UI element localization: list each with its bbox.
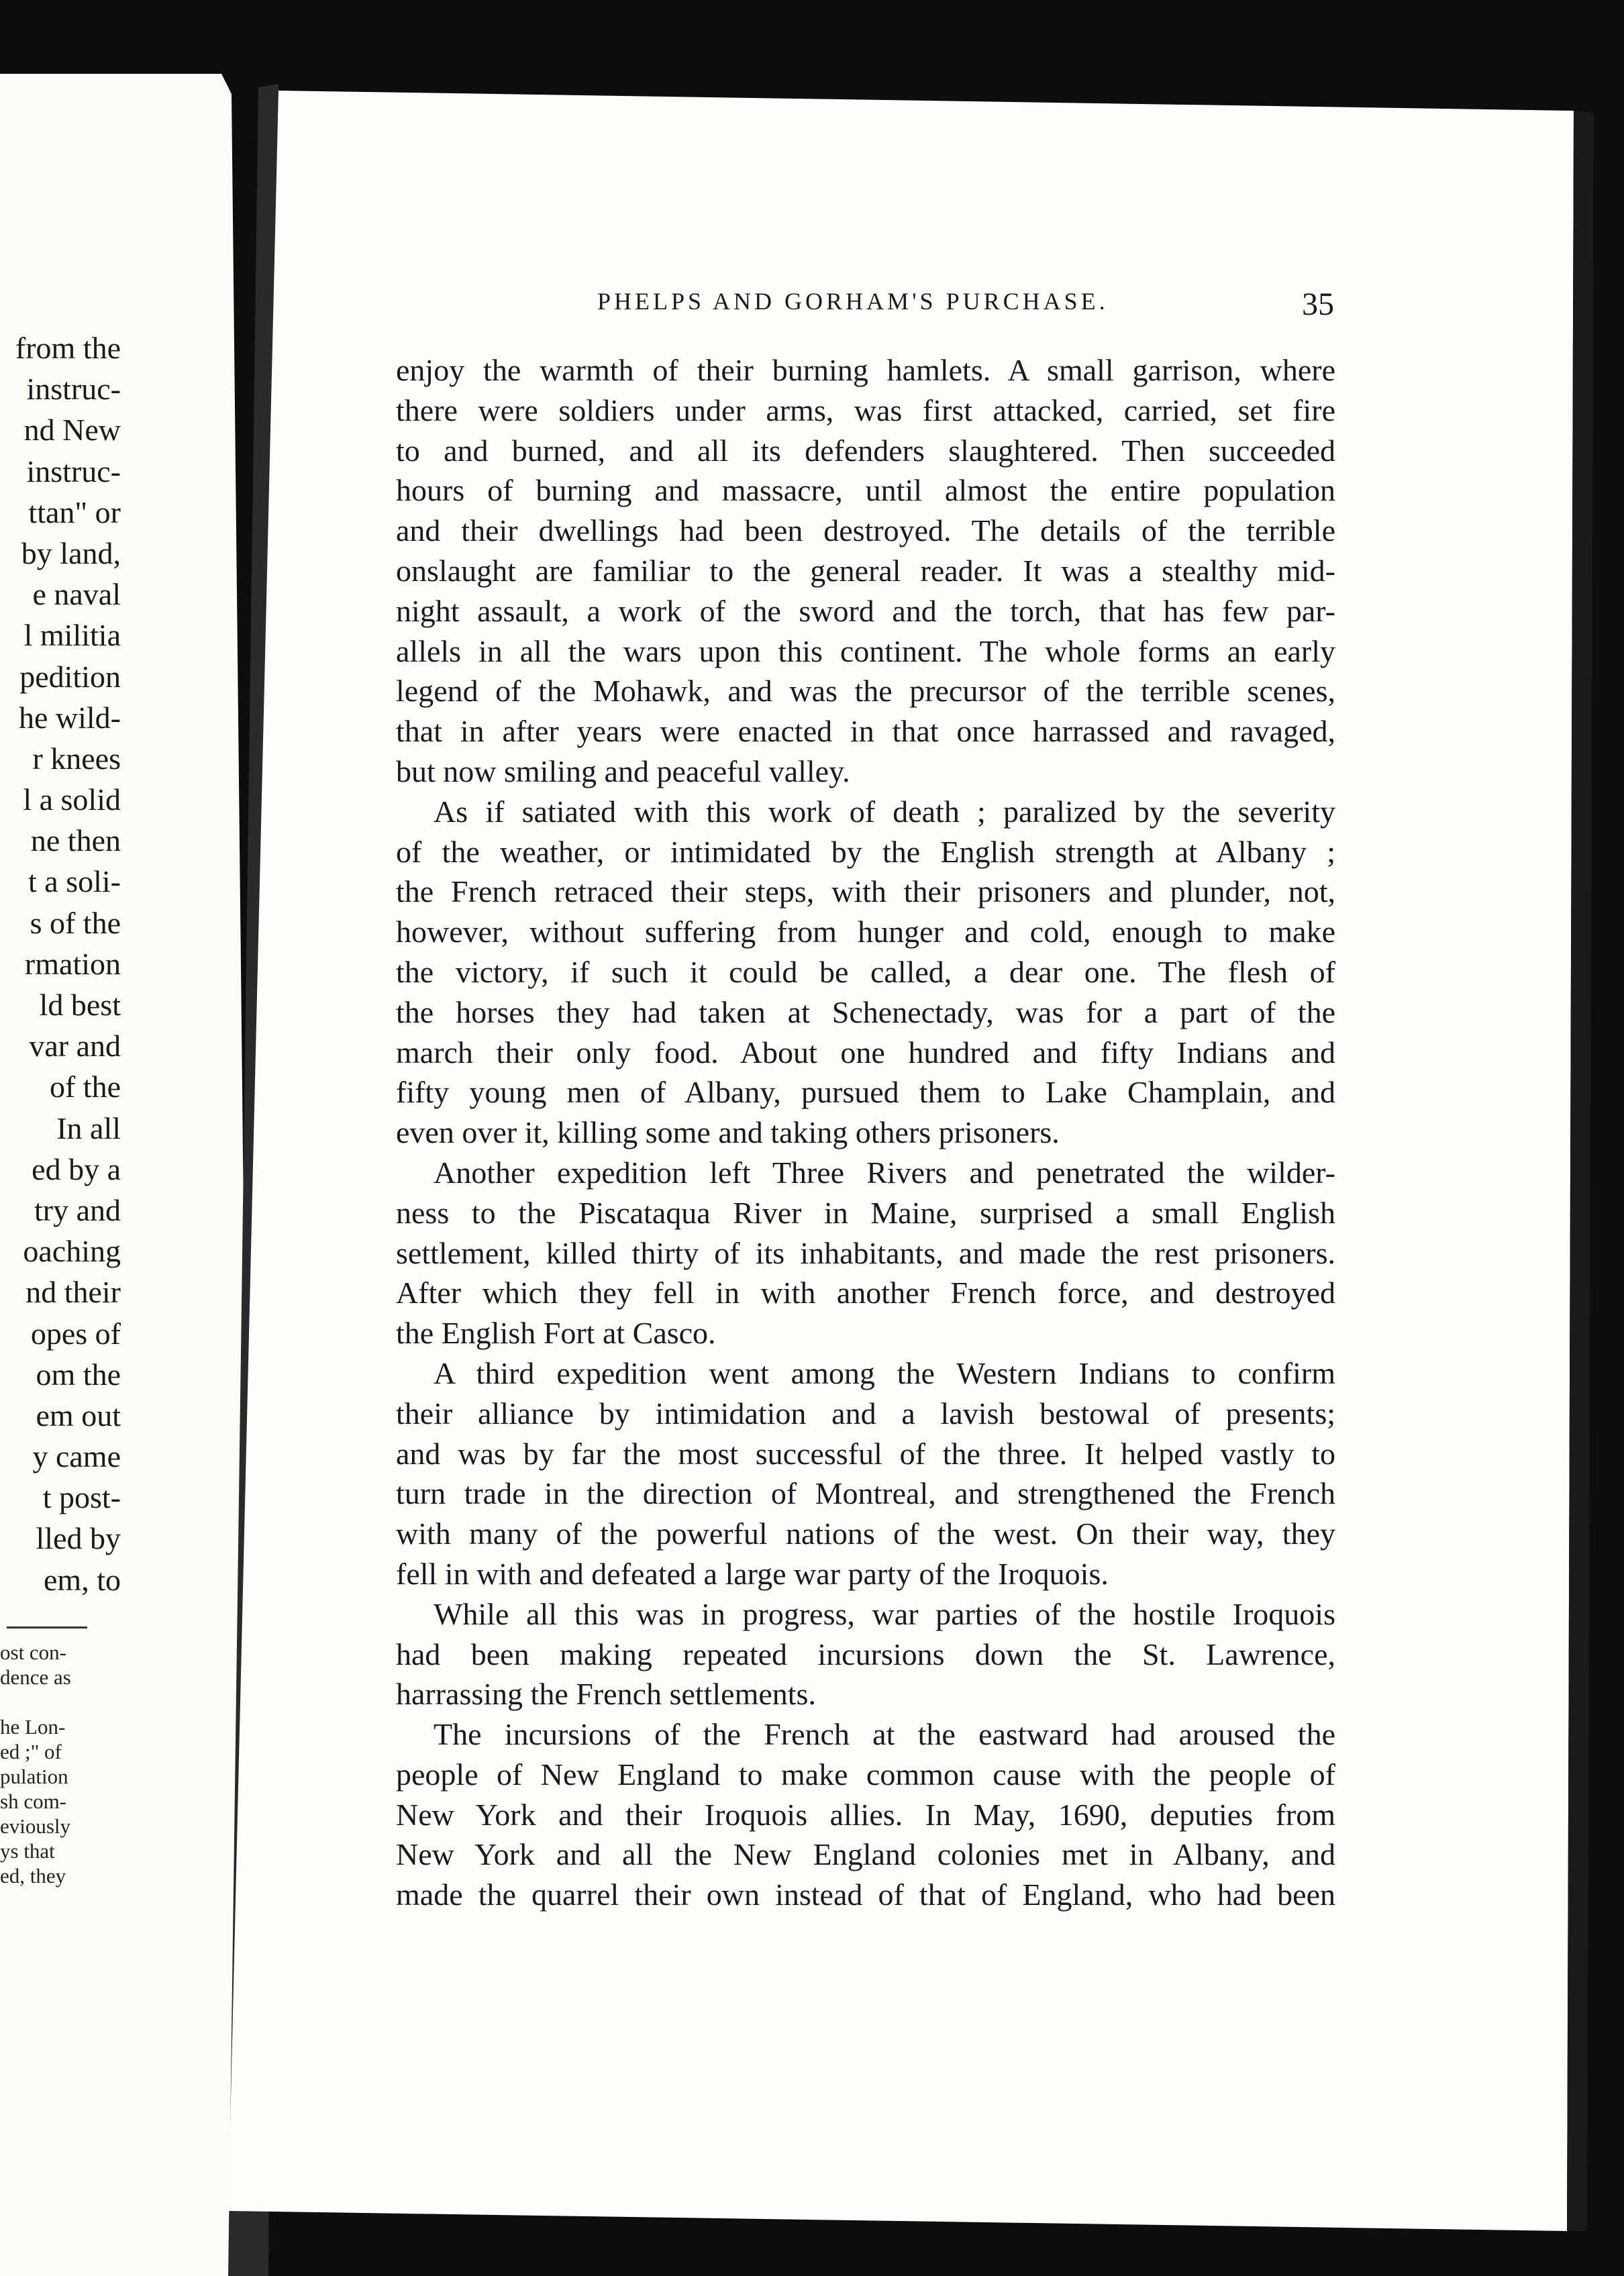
left-page-line: l a solid [23,782,121,817]
left-page-line: rmation [24,946,121,981]
left-page-line: var and [29,1029,121,1064]
body-text-line: New York and their Iroquois allies. In May, 1690, deputies from [396,1797,1335,1832]
body-text-line: fell in with and defeated a large war party of the Iroquois. [396,1556,1109,1591]
left-page-line: instruc- [26,372,121,407]
body-text-line: enjoy the warmth of their burning hamlets. A small garrison, where [396,353,1335,387]
body-text-line: but now smiling and peaceful valley. [396,754,850,788]
body-text-line: even over it, killing some and taking others prisoners. [396,1115,1060,1150]
body-text-line: and their dwellings had been destroyed. The details of the terrible [396,513,1335,548]
body-text-line: their alliance by intimidation and a lavish bestowal of presents; [396,1396,1335,1431]
left-footnote-line: ys that [0,1839,55,1863]
body-text-line: the horses they had taken at Schenectady, was for a part of the [396,994,1335,1029]
left-page-line: nd their [26,1275,121,1310]
left-footnote-line: he Lon- [0,1715,66,1739]
running-head: PHELPS AND GORHAM'S PURCHASE. [597,288,1109,315]
left-page-line: em, to [44,1562,121,1597]
left-page-line: ld best [39,988,121,1022]
body-text-line: turn trade in the direction of Montreal, and strengthened the French [396,1476,1335,1511]
left-page-line: ed by a [32,1151,121,1186]
body-text-line: people of New England to make common cause with the people of [396,1757,1335,1792]
body-text-line: to and burned, and all its defenders slaughtered. Then succeeded [396,433,1335,468]
body-text-line: had been making repeated incursions down the St. Lawrence, [396,1637,1335,1671]
left-page-text [0,327,121,1600]
body-text-line: of the weather, or intimidated by the English strength at Albany ; [396,834,1335,869]
left-page-line: he wild- [18,700,121,735]
left-page-line: from the [15,331,121,365]
left-page-line: In all [56,1110,121,1145]
left-footnote-line: ost con- [0,1641,67,1664]
body-text-line: Another expedition left Three Rivers and penetrated the wilder- [434,1155,1335,1190]
left-page-line: opes of [30,1316,121,1351]
body-text-line: made the quarrel their own instead of that of England, who had been [396,1877,1335,1912]
left-footnote-line [0,1690,86,1714]
body-text-line: night assault, a work of the sword and the torch, that has few par- [396,593,1335,628]
left-page-line: by land, [21,535,121,570]
left-footnote-line: pulation [0,1765,68,1788]
body-text-line: ness to the Piscataqua River in Maine, surprised a small English [396,1195,1335,1230]
left-page-line: of the [49,1070,121,1104]
body-text-line: hours of burning and massacre, until almost the entire population [396,473,1335,508]
body-text-line: legend of the Mohawk, and was the precursor of the terrible scenes, [396,674,1335,709]
body-text-line: harrassing the French settlements. [396,1677,816,1712]
left-page-footnote-rule [7,1626,87,1628]
left-page-line: om the [36,1357,121,1392]
body-text-line: A third expedition went among the Western Indians to confirm [434,1355,1335,1390]
body-text-line: allels in all the wars upon this continent. The whole forms an early [396,633,1335,668]
left-page-line: s of the [30,905,121,940]
left-page-line: oaching [23,1234,121,1269]
left-page-line: e naval [32,577,121,612]
left-page-line: em out [36,1398,121,1433]
body-text-line: there were soldiers under arms, was first attacked, carried, set fire [396,393,1335,427]
left-footnote-line: dence as [0,1665,71,1689]
left-page-line: lled by [36,1521,121,1556]
left-footnote-line: sh com- [0,1790,67,1813]
body-text-line: fifty young men of Albany, pursued them to Lake Champlain, and [396,1075,1335,1110]
left-page-line: ttan" or [28,495,121,529]
body-text-line: that in after years were enacted in that once harrassed and ravaged, [396,714,1335,749]
left-page-line: t a soli- [28,864,121,899]
body-text-line: The incursions of the French at the eastward had aroused the [434,1717,1335,1752]
body-text-line: and was by far the most successful of the three. It helped vastly to [396,1436,1335,1471]
body-text-line: march their only food. About one hundred and fifty Indians and [396,1035,1335,1070]
body-text-line: however, without suffering from hunger and cold, enough to make [396,915,1335,949]
body-text-line: settlement, killed thirty of its inhabitants, and made the rest prisoners. [396,1235,1335,1270]
left-page-line: t post- [42,1480,121,1515]
body-text-line: the victory, if such it could be called, a dear one. The flesh of [396,954,1335,989]
body-text-line: with many of the powerful nations of the west. On their way, they [396,1516,1335,1551]
left-page-line: l militia [23,618,121,653]
body-text-line: After which they fell in with another French force, and destroyed [396,1276,1335,1310]
left-footnote-line: ed, they [0,1864,66,1887]
left-page-footnote [0,1640,86,1888]
left-page-line: nd New [23,413,121,448]
left-footnote-line: ed ;" of [0,1740,62,1763]
page-number: 35 [1302,287,1334,322]
left-page-line: instruc- [26,454,121,488]
body-text [396,350,1335,1915]
body-text-line: While all this was in progress, war parties of the hostile Iroquois [434,1596,1335,1631]
body-text-line: the English Fort at Casco. [396,1316,716,1351]
body-text-line: the French retraced their steps, with their prisoners and plunder, not, [396,874,1335,909]
body-text-line: New York and all the New England colonies met in Albany, and [396,1837,1335,1872]
left-page-line: ne then [30,823,121,858]
left-page-line: y came [32,1439,121,1474]
body-text-line: onslaught are familiar to the general reader. It was a stealthy mid- [396,553,1335,588]
left-page-line: try and [34,1192,121,1227]
left-footnote-line: eviously [0,1814,71,1838]
left-page-line: r knees [32,741,121,776]
body-text-line: As if satiated with this work of death ; paralized by the severity [434,794,1335,829]
left-page-line: pedition [19,659,121,694]
